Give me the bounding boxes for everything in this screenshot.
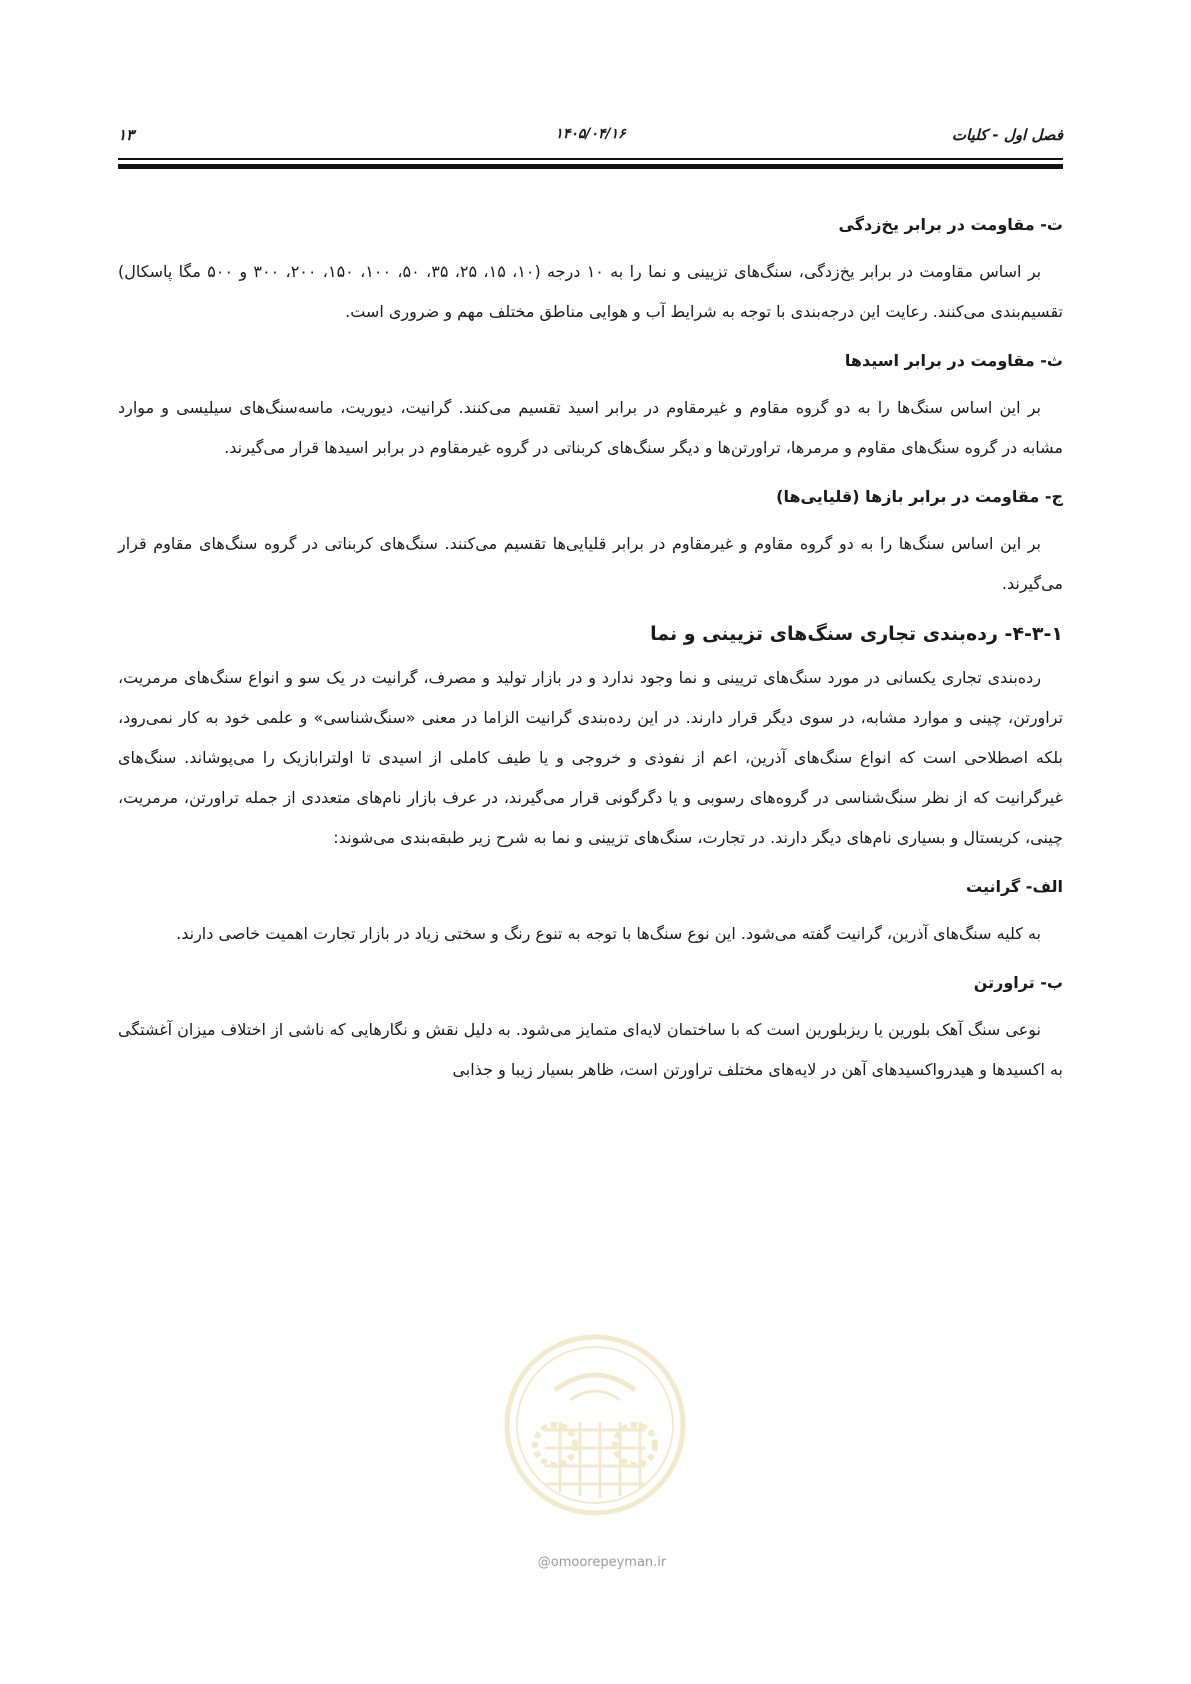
section-paragraph-frost: بر اساس مقاومت در برابر یخ‌زدگی، سنگ‌های تزیینی و نما را به ۱۰ درجه (۱۰، ۱۵، ۲۵، ۳۵، ۵۰، ۱۰۰، ۱۵۰، ۲۰۰، ۳۰۰ و ۵۰۰ مگا پاسکال) تقسیم‌بندی می‌کنند. رعایت این درجه‌بندی با توجه به شرایط آب و هوایی مناطق مختلف مهم و ضروری است. xyxy=(118,262,1063,321)
chapter-title: فصل اول - کلیات xyxy=(951,126,1063,144)
watermark-at-icon: @ xyxy=(537,1555,551,1570)
section-paragraph-acid: بر این اساس سنگ‌ها را به دو گروه مقاوم و غیرمقاوم در برابر اسید تقسیم می‌کنند. گرانیت، دیوریت، ماسه‌سنگ‌های سیلیسی و موارد مشابه در گروه سنگ‌های مقاوم و مرمرها، تراورتن‌ها و دیگر سنگ‌های کربناتی در گروه غیرمقاوم در برابر اسیدها قرار می‌گیرند. xyxy=(118,398,1063,457)
section-paragraph-base: بر این اساس سنگ‌ها را به دو گروه مقاوم و غیرمقاوم در برابر قلیایی‌ها تقسیم می‌کنند. سنگ‌های کربناتی در گروه سنگ‌های مقاوم قرار می‌گیرند. xyxy=(118,534,1063,593)
subsection-paragraph-travertine: نوعی سنگ آهک بلورین یا ریزبلورین است که با ساختمان لایه‌ای متمایز می‌شود. به دلیل نقش و نگارهایی که ناشی از اختلاف میزان آغشتگی به اکسیدها و هیدرواکسیدهای آهن در لایه‌های مختلف تراورتن است، ظاهر بسیار زیبا و جذابی xyxy=(118,1020,1063,1079)
main-section-heading: ۴-۳-۱- رده‌بندی تجاری سنگ‌های تزیینی و نما xyxy=(650,623,1063,645)
header-rule-thick xyxy=(118,164,1063,169)
subsection-heading-travertine: ب- تراورتن xyxy=(973,973,1063,992)
section-heading-frost: ت- مقاومت در برابر یخ‌زدگی xyxy=(838,215,1063,234)
watermark-logo xyxy=(500,1330,690,1520)
subsection-paragraph-granite: به کلیه سنگ‌های آذرین، گرانیت گفته می‌شود. این نوع سنگ‌ها با توجه به تنوع رنگ و سختی زیاد در بازار تجارت اهمیت خاصی دارند. xyxy=(176,924,1041,943)
header-date: ۱۴۰۵/۰۴/۱۶ xyxy=(555,126,626,142)
page-number: ۱۳ xyxy=(118,126,135,144)
main-section-paragraph: رده‌بندی تجاری یکسانی در مورد سنگ‌های تریینی و نما وجود ندارد و در بازار تولید و مصرف، گرانیت در یک سو و انواع سنگ‌های مرمریت، تراورتن، چینی و موارد مشابه، در سوی دیگر قرار دارند. در این رده‌بندی گرانیت الزاما در معنی «سنگ‌شناسی» و علمی خود به کار نمی‌رود، بلکه اصطلاحی است که انواع سنگ‌های آذرین، اعم از نفوذی و خروجی و یا طیف کاملی از اسیدی تا اولترابازیک را می‌پوشاند. سنگ‌های غیرگرانیت که از نظر سنگ‌شناسی در گروه‌های رسوبی و یا دگرگونی قرار می‌گیرند، در عرف بازار نام‌های متعددی از جمله تراورتن، مرمریت، چینی، کریستال و بسیاری نام‌های دیگر دارند. در تجارت، سنگ‌های تزیینی و نما به شرح زیر طبقه‌بندی می‌شوند: xyxy=(118,668,1063,847)
page-content xyxy=(118,210,1063,1090)
section-heading-base: ج- مقاومت در برابر بازها (قلیایی‌ها) xyxy=(776,487,1063,506)
header-rule-thin xyxy=(118,158,1063,160)
watermark-url: @omoorepeyman.ir xyxy=(537,1555,667,1570)
subsection-heading-granite: الف- گرانیت xyxy=(966,877,1063,896)
page-header xyxy=(118,124,1063,152)
section-heading-acid: ث- مقاومت در برابر اسیدها xyxy=(844,351,1063,370)
